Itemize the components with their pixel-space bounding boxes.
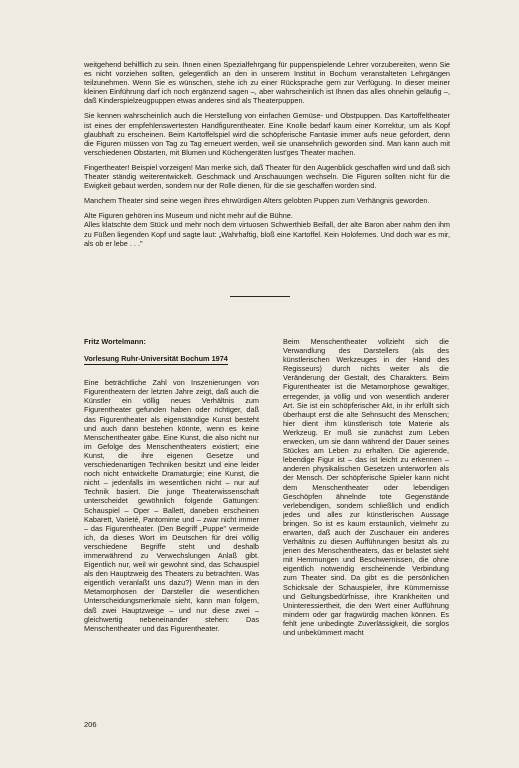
article-lecture-title [84,354,259,363]
right-column-text: Beim Menschentheater vollzieht sich die Verwandlung des Darstellers (als des künstlerischen Werkzeuges in der Hand des Regisseurs) durch nichts weiter als die Veränderung der Gestalt, des Charakters. Beim Figurentheater ist die Metamorphose gewaltiger, erregender, ja völlig und von wesentlich anderer Art. Sie ist ein schöpferischer Akt, in ihr erfüllt sich überhaupt erst die alte Sehnsucht des Menschen; hier dient ihm künstlerisch tote Materie als Werkzeug. Er muß sie zunächst zum Leben erwecken, um sie dann während der Dauer seines Stückes am Leben zu erhalten. Die agierende, lebendige Figur ist – das ist leicht zu erkennen – anderen physikalischen Gesetzen unterworfen als der Mensch. Der schöpferische Spieler kann nicht dem Menschentheater oder lebendigen Geschöpfen ähnelnde tote Gegenstände verlebendigen, sondern schließlich und endlich jedes und alles zur künstlerischen Aussage bringen. So ist es kaum erstaunlich, vielmehr zu erwarten, daß auch der Zuschauer ein anderes Verhältnis zu diesen Aufführungen besitzt als zu jenen des Menschentheaters, das er belastet sieht mit Hemmungen und Beschwernissen, die ohne eigentlich notwendig erscheinende Verbindung zum Theater sind. Da gibt es die persönlichen Schicksale der Schauspieler, ihre Kümmernisse und Geltungsbedürfnisse, ihre Krankheiten und Uninteressiertheit, die den Wert einer Aufführung mindern oder gar fragwürdig machen können. Es fehlt jene unbedingte Zuverlässigkeit, die sorglos und unbekümmert macht [283,337,449,637]
left-column-text: Eine beträchtliche Zahl von Inszenierungen von Figurentheatern der letzten Jahre zeigt, daß auch die Künstler ein völlig neues Verhältnis zum Figurentheater gefunden haben oder richtiger, daß das Figurentheater als eigenständige Kunst besteht und auch dann bestehen könnte, wenn es keine Menschentheater gäbe. Eine Kunst, die also nicht nur im Gefolge des Menschentheaters existiert; eine Kunst, die ihre eigenen Gesetze und verschiedenartigen Techniken besitzt und eine leider noch nicht entwickelte Dramaturgie; eine Kunst, die nicht – jedenfalls im wesentlichen nicht – nur auf Technik basiert. Die junge Theaterwissenschaft unterscheidet gewöhnlich folgende Gattungen: Schauspiel – Oper – Ballett, daneben erscheinen Kabarett, Varieté, Pantomime und – zwar nicht immer – das Figurentheater. (Den Begriff „Puppe" vermeide ich, da dieses Wort im Deutschen für drei völlig verschiedene Begriffe steht und deshalb immerwährend zu Verwechslungen Anlaß gibt. Eigentlich nur, weil wir gewohnt sind, das Schauspiel als den Hauptzweig des Theaters zu betrachten. Was eigentlich veranlaßt uns dazu?) Wenn man in den Metamorphosen der Darsteller die wesentlichen Unterscheidungsmerkmale sieht, kann man folgern, daß zwei Hauptzweige – und nur diese zwei – gleichwertig nebeneinander stehen: Das Menschentheater und das Figurentheater. [84,378,259,633]
intro-paragraph-2: Sie kennen wahrscheinlich auch die Herstellung von einfachen Gemüse- und Obstpuppen. Das Kartoffeltheater ist eines der empfehlenswertesten Handfigurentheater. Eine Knolle bedarf kaum einer Korrektur, um als Kopf glaubhaft zu erscheinen. Beim Kartoffelspiel wird die schöpferische Fantasie immer aufs neue gefordert, denn die Figuren müssen von Tag zu Tag erneuert werden, weil sie unansehnlich geworden sind. Man kann auch mit verschiedenen Obstarten, mit Blumen und Küchengeräten lust'ges Theater machen. [84,111,450,157]
page-number: 206 [84,720,97,729]
intro-paragraph-6: Alles klatschte dem Stück und mehr noch dem virtuosen Schwerthieb Beifall, der alte Baron aber nahm den ihm zu Füßen liegenden Kopf und sagte laut: „Wahrhaftig, bloß eine Kartoffel. Kein Holofernes. Und doch war es mir, als ob er lebe . . ." [84,220,450,248]
intro-paragraph-4: Manchem Theater sind seine wegen ihres ehrwürdigen Alters gelobten Puppen zum Verhängnis geworden. [84,196,430,206]
intro-paragraph-5: Alte Figuren gehören ins Museum und nicht mehr auf die Bühne. [84,211,293,221]
article-author: Fritz Wortelmann: [84,337,146,346]
lecture-title-text: Vorlesung Ruhr-Universität Bochum 1974 [84,354,228,364]
intro-text-block [84,60,450,254]
article-left-column [84,337,259,633]
intro-paragraph-1: weitgehend behilflich zu sein. Ihnen einen Spezialfehrgang für puppenspielende Lehrer vorzubereiten, wenn Sie es nicht vorziehen sollten, gelegentlich an den in unserem Institut in Bochum veranstalteten Lehrgängen teilzunehmen. Wenn Sie es wünschen, stehe ich zu einer Rücksprache gern zur Verfügung. In dieser meiner kleinen Einführung darf ich noch ergänzend sagen –, aber wahrscheinlich ist Ihnen das alles ohnehin geläufig –, daß Kinderspielzeugpuppen etwas anderes sind als Theaterpuppen. [84,60,450,106]
intro-paragraph-3: Fingertheater! Beispiel vorzeigen! Man merke sich, daß Theater für den Augenblick geschaffen wird und daß sich Theater ständig weiterentwickelt. Geschmack und Anschauungen wechseln. Die Figuren sollten nicht für die Ewigkeit gebaut werden, sondern nur der Rolle dienen, für die sie geschaffen worden sind. [84,162,450,191]
section-divider [230,296,290,297]
article-right-column [283,337,449,637]
